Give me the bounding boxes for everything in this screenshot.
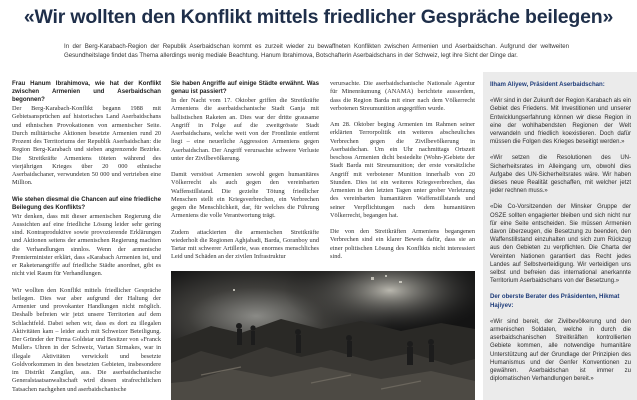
interview-question: Sie haben Angriffe auf einige Städte erwähnt. Was genau ist passiert? bbox=[171, 80, 319, 95]
article-paragraph: Zudem attackierten die armenischen Streitkräfte wiederholt die Regionen Aghjabadi, Barda, Goranboy und Tartar mit schwerer Artillerie, was enormes menschliches Leid und Schäden an der zivilen Infrastruktur bbox=[171, 228, 319, 261]
night-rubble-photo bbox=[171, 271, 475, 400]
article-paragraph: Wir wollten den Konflikt mittels friedlicher Gespräche beilegen. Dies war aber aufgrund der Haltung der Armenier und provokanter Handlungen nicht möglich. Deshalb befreien wir jetzt unsere Territorien auf dem Schlachtfeld. Dabei sehen wir, dass es dort zu illegalen Aktivitäten kam – leider auch mit Schweizer Beteiligung. Der Gründer der Firma Goldstar und Besitzer von «Franck Muller» Uhren in der Schweiz, Vartan Sirmakes, war in illegale Aktivitäten verwickelt und besetzte Goldvorkommen in den besetzten Gebieten, insbesondere im Distrikt Zangilan, aus. Die aserbaidschanische Generalstaatsanwaltschaft wird diesen strafrechtlichen Tatsachen nachgehen und aserbaidschanische bbox=[12, 286, 161, 393]
interview-question: Frau Hanum Ibrahimova, wie hat der Konflikt zwischen Armenien und Aserbaidschan begonnen? bbox=[12, 80, 161, 103]
article-paragraph: In der Nacht vom 17. Oktober griffen die Streitkräfte Armeniens die aserbaidschanische Stadt Ganja mit ballistischen Raketen an. Dies war der dritte grausame Angriff in Folge auf die zweitgrösste Stadt Aserbaidschans, welche weit von der Frontlinie entfernt liegt – eine neuerliche Aggression Armeniens gegen Aserbaidschan. Der Angriff verursachte schwere Verluste unter der Zivilbevölkerung. bbox=[171, 97, 319, 162]
article-column-2 bbox=[171, 80, 319, 270]
article-column-3 bbox=[330, 80, 475, 269]
article-paragraph: Damit verstösst Armenien sowohl gegen humanitäres Völkerrecht als auch gegen den vereinbarten Waffenstillstand. Die gezielte Tötung friedlicher Menschen stellt ein Kriegsverbrechen, ein Verbrechen gegen die Menschlichkeit, dar, für welches die Führung Armeniens die volle Verantwortung trägt. bbox=[171, 171, 319, 220]
sidebar-quote: «Die Co-Vorsitzenden der Minsker Gruppe der OSZE sollten engagierter bleiben und sich nicht nur für eine Seite entscheiden. Sie müssen Armenien davon überzeugen, die Besetzung zu beenden, den Waffenstillstand einzuhalten und sich zum Rückzug aus den Gebieten zu verpflichten. Die Charta der Vereinten Nationen garantiert das Recht jedes Landes auf Selbstverteidigung. Wir verteidigen uns selbst und befreien das international anerkannte Territorium Aserbaidschans von der Besetzung.» bbox=[490, 204, 631, 285]
article-lead: In der Berg-Karabach-Region der Republik Aserbaidschan kommt es zurzeit wieder zu bewaffneten Konflikten zwischen Armenien und Aserbaidschan. Aufgrund der weltweiten Gesundheitslage findet das Thema allerdings wenig mediale Beachtung. Hanum Ibrahimova, Botschafterin Aserbaidschans in der Schweiz, legt ihre Sicht der Dinge dar. bbox=[64, 43, 569, 59]
sidebar-heading: Der oberste Berater des Präsidenten, Hikmat Hajiyev: bbox=[490, 293, 620, 309]
photo-image bbox=[171, 271, 475, 400]
quotes-sidebar bbox=[483, 72, 637, 400]
sidebar-quote: «Wir sind bereit, der Zivilbevölkerung und den armenischen Soldaten, welche in durch die aserbaidschanischen Streitkräften kontrollierten Gebiete kommen, alle notwendige humanitäre Unterstützung auf der Grundlage der Prinzipien des Humanismus und der Genfer Konventionen zu gewähren. Aserbaidschan ist immer zu diplomatischen Verhandlungen bereit.» bbox=[490, 318, 631, 383]
sidebar-quote: «Wir setzen die Resolutionen des UN-Sicherheitsrates im Alleingang um, obwohl dies Aufgabe des UN-Sicherheitsrates wäre. Wir haben dieses neue Realität geschaffen, mit welcher jetzt jeder rechnen muss.» bbox=[490, 155, 631, 195]
article-paragraph: Die von den Streitkräften Armeniens begangenen Verbrechen sind ein klarer Beweis dafür, dass sie an einer politischen Lösung des Konflikts nicht interessiert sind. bbox=[330, 228, 475, 260]
sidebar-heading: Ilham Aliyew, Präsident Aserbaidschan: bbox=[490, 81, 605, 88]
interview-question: Wie stehen diesmal die Chancen auf eine friedliche Beilegung des Konflikts? bbox=[12, 195, 161, 211]
sidebar-quote: «Wir sind in der Zukunft der Region Karabach als ein Gebiet des Friedens. Mit Investitionen und unserer Entwicklungserfahrung können wir diese Region in eine der wohlhabendsten Regionen der Welt verwandeln und friedlich koexistieren. Doch dafür müssen die Folgen des Krieges beseitigt werden.» bbox=[490, 98, 631, 146]
article-paragraph: verursachte. Die aserbaidschanische Nationale Agentur für Minenräumung (ANAMA) berichtete ausserdem, dass die Region Barda mit einer nach dem Völkerrecht verbotenen Streumunition angegriffen wurde. bbox=[330, 80, 475, 112]
article-column-1 bbox=[12, 80, 161, 400]
article-paragraph: Wir denken, dass mit dieser armenischen Regierung die Aussichten auf eine friedliche Lösung leider sehr gering sind. Kontraproduktive sowie provozierende Erklärungen und Aktionen seitens der armenischen Regierung machten die Verhandlungen sinnlos. Wenn der armenische Premierminister erklärt, dass «Karabach Armenien ist, und er Raketenangriffe auf friedliche Städte anordnet, gibt es nicht viel Raum für Verhandlungen. bbox=[12, 212, 161, 278]
page-headline: «Wir wollten den Konflikt mittels friedlicher Gespräche beilegen» bbox=[23, 6, 614, 28]
article-paragraph: Der Berg-Karabach-Konflikt begann 1988 mit Gebietsansprüchen auf historisches Land Aserbaidschans und ethnischen Provokationen von armenischer Seite. Durch militärische Aktionen besetzte Armenien rund 20 Prozent des Territoriums der Republik Aserbaidschan: die Region Berg-Karabach und sieben angrenzende Bezirke. Die Streitkräfte Armeniens töteten während des vierjährigen Krieges über 20 000 ethnische Aserbaidschaner, verwundeten 50 000 und vertrieben eine Million. bbox=[12, 105, 161, 187]
article-paragraph: Am 28. Oktober beging Armenien im Rahmen seiner erklärten Terrorpolitik ein weiteres abscheuliches Verbrechen gegen die Zivilbevölkerung in Aserbaidschan. Um ein Uhr nachmittags Ortszeit beschoss Armenien dicht besiedelte (Wohn-)Gebiete der Stadt Barda mit Streumunition; der erste vorsätzliche Angriff mit verbotener Munition innerhalb von 20 Stunden. Dies ist ein weiteres Kriegsverbrechen, das Armenien in den letzten Tagen unter grober Verletzung des vereinbarten humanitären Waffenstillstands und seiner Verpflichtungen nach dem humanitären Völkerrecht, begangen hat. bbox=[330, 121, 475, 219]
